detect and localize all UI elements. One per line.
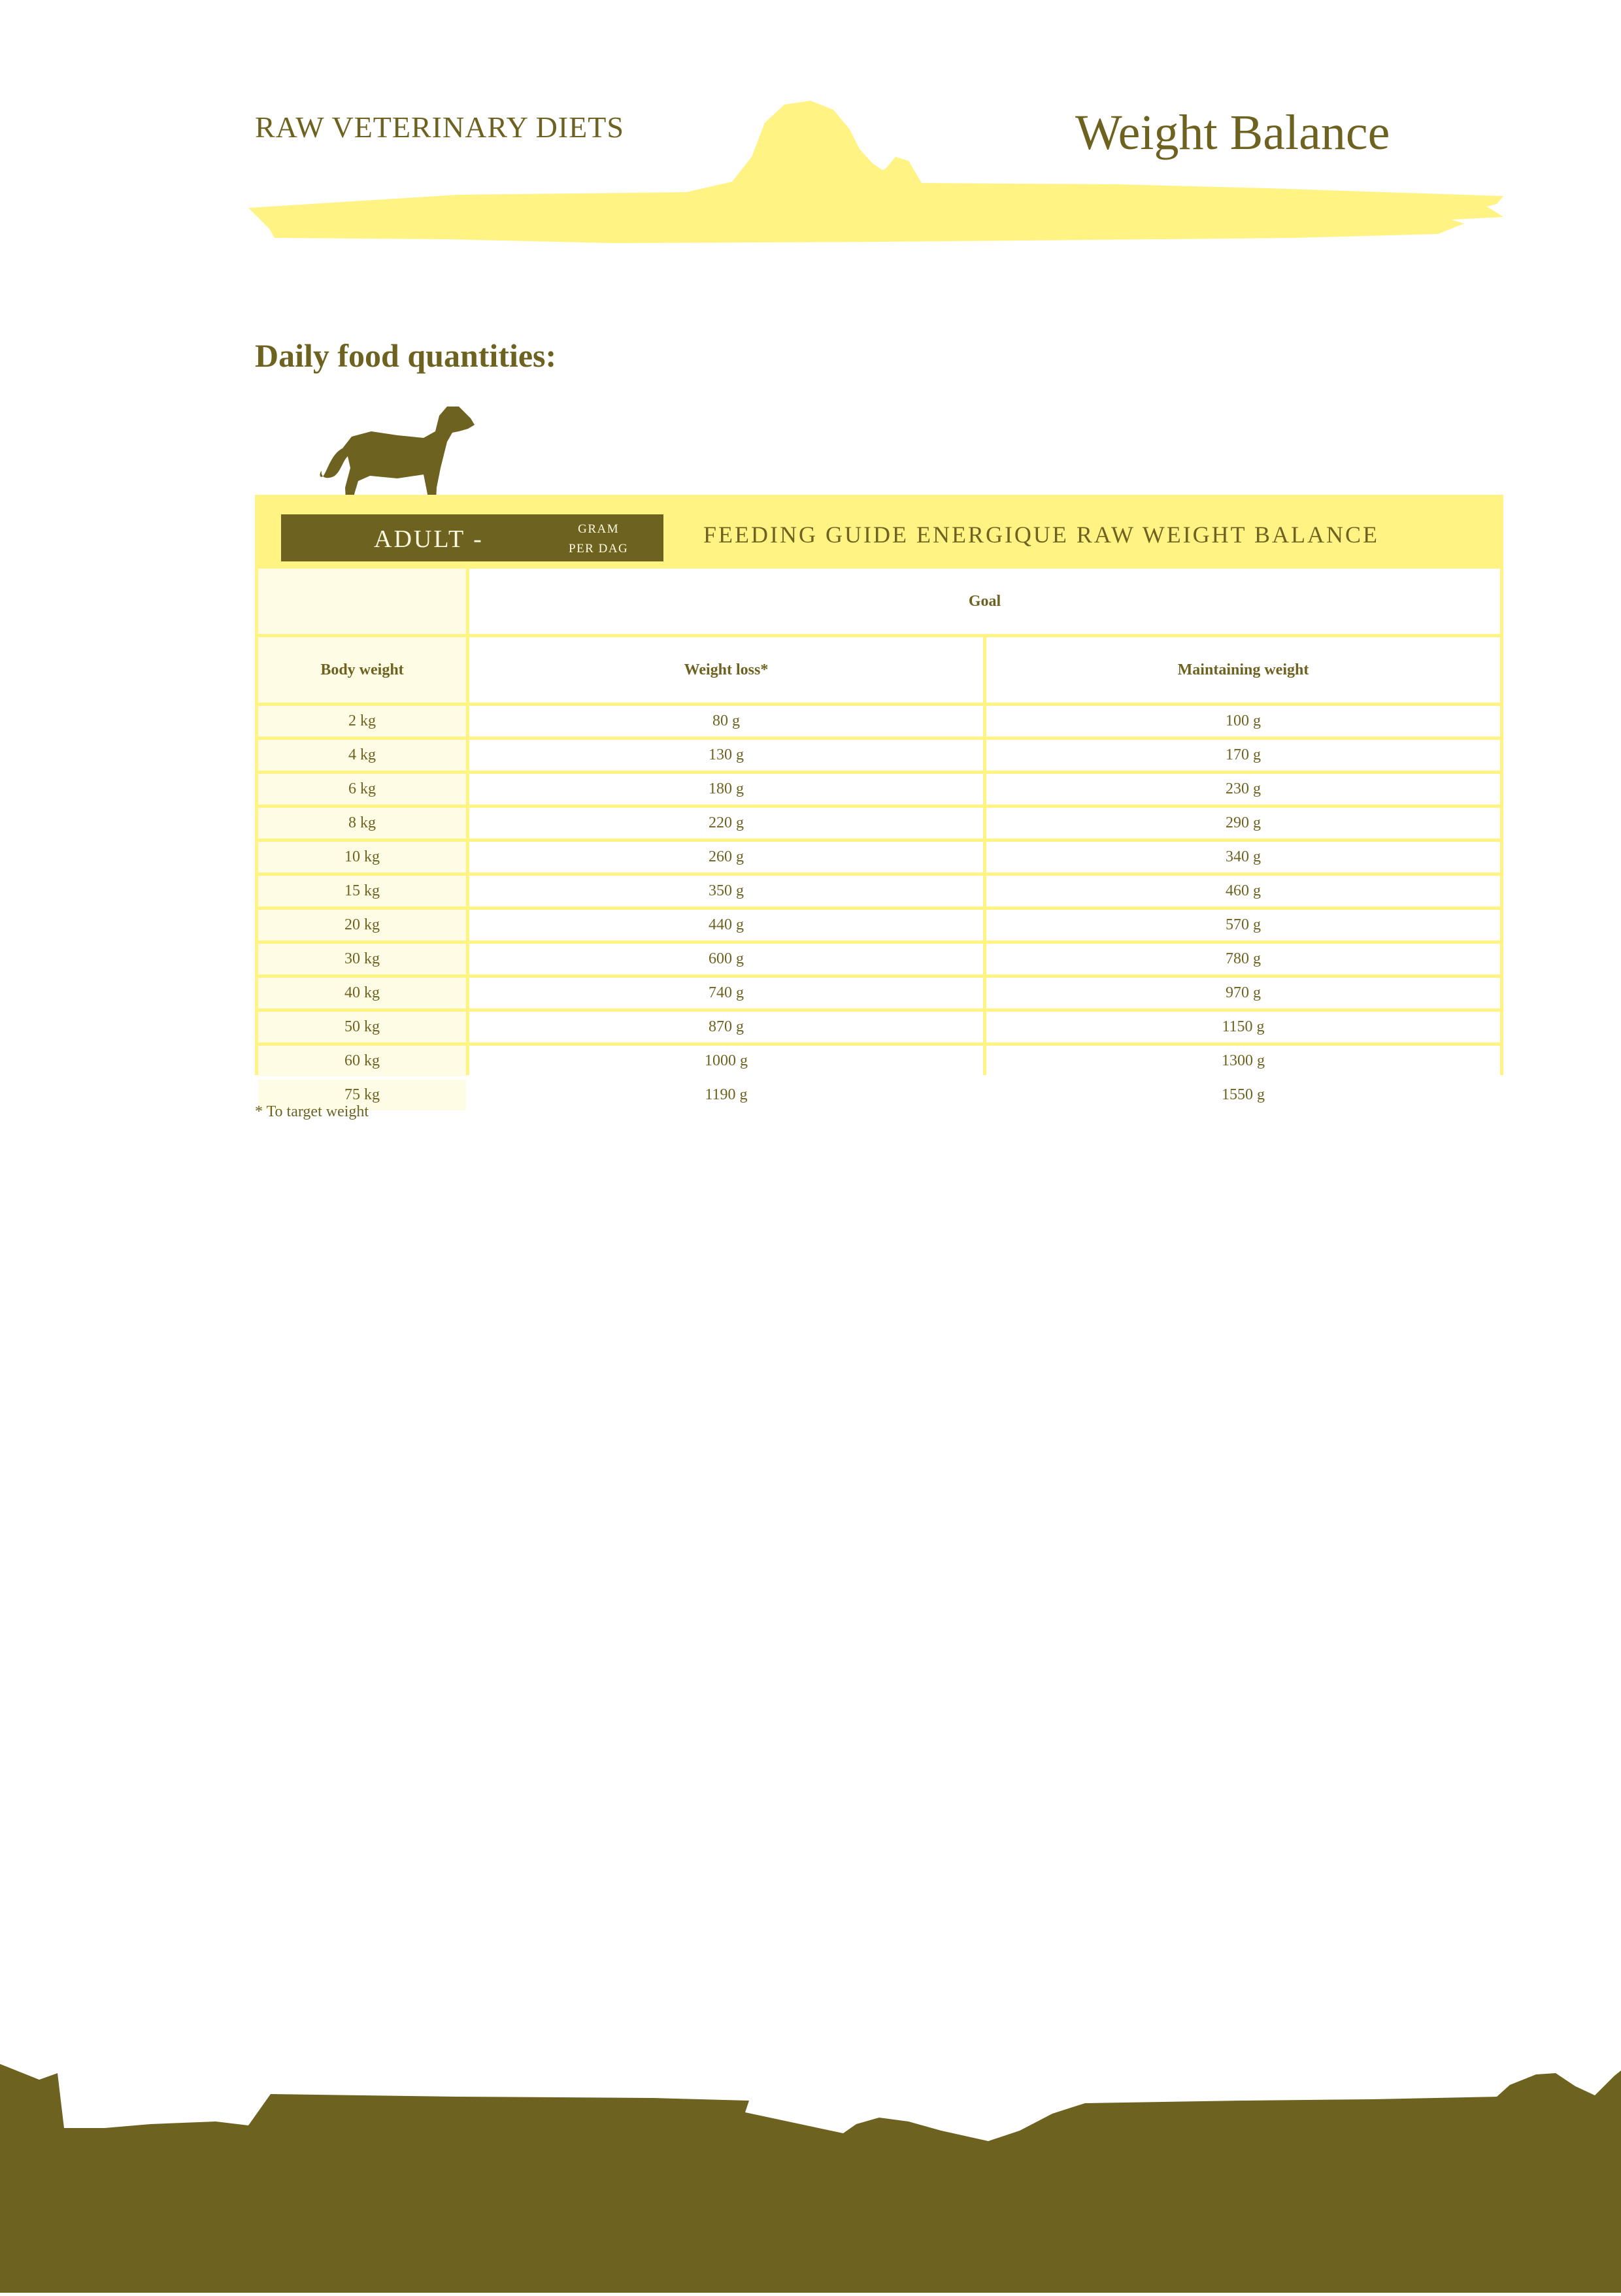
body-weight-cell: 40 kg: [258, 978, 466, 1008]
maintaining-weight-cell: 230 g: [986, 774, 1500, 805]
product-title: Weight Balance: [1075, 105, 1390, 160]
body-weight-cell: 15 kg: [258, 876, 466, 907]
body-weight-cell: 60 kg: [258, 1046, 466, 1076]
maintaining-weight-cell: 1300 g: [986, 1046, 1500, 1076]
body-weight-cell: 20 kg: [258, 910, 466, 940]
maintaining-weight-cell: 340 g: [986, 842, 1500, 873]
maintaining-weight-cell: 780 g: [986, 944, 1500, 974]
weight-loss-cell: 1190 g: [469, 1080, 983, 1110]
weight-loss-cell: 220 g: [469, 808, 983, 839]
footnote: * To target weight: [255, 1103, 369, 1120]
section-heading: Daily food quantities:: [255, 337, 557, 374]
corner-cell: [258, 569, 466, 634]
maintaining-weight-cell: 970 g: [986, 978, 1500, 1008]
body-weight-cell: 50 kg: [258, 1012, 466, 1042]
weight-loss-cell: 350 g: [469, 876, 983, 907]
unit-line-1: GRAM: [578, 522, 620, 536]
body-weight-cell: 2 kg: [258, 706, 466, 737]
maintaining-weight-cell: 290 g: [986, 808, 1500, 839]
weight-loss-cell: 80 g: [469, 706, 983, 737]
maintaining-weight-cell: 1150 g: [986, 1012, 1500, 1042]
weight-loss-cell: 130 g: [469, 740, 983, 771]
goal-header: Goal: [469, 569, 1500, 634]
weight-loss-cell: 1000 g: [469, 1046, 983, 1076]
weight-loss-cell: 740 g: [469, 978, 983, 1008]
body-weight-cell: 10 kg: [258, 842, 466, 873]
maintaining-weight-cell: 460 g: [986, 876, 1500, 907]
column-header-maintaining-weight: Maintaining weight: [986, 637, 1500, 703]
body-weight-cell: 75 kg: [258, 1080, 466, 1110]
brand-name: RAW VETERINARY DIETS: [255, 110, 624, 144]
weight-loss-cell: 870 g: [469, 1012, 983, 1042]
body-weight-cell: 30 kg: [258, 944, 466, 974]
body-weight-cell: 4 kg: [258, 740, 466, 771]
maintaining-weight-cell: 100 g: [986, 706, 1500, 737]
unit-line-2: PER DAG: [569, 542, 629, 556]
weight-loss-cell: 260 g: [469, 842, 983, 873]
weight-loss-cell: 440 g: [469, 910, 983, 940]
maintaining-weight-cell: 570 g: [986, 910, 1500, 940]
weight-loss-cell: 600 g: [469, 944, 983, 974]
maintaining-weight-cell: 170 g: [986, 740, 1500, 771]
weight-loss-cell: 180 g: [469, 774, 983, 805]
unit-label: [569, 520, 628, 559]
feeding-guide-table: [255, 495, 1503, 1103]
maintaining-weight-cell: 1550 g: [986, 1080, 1500, 1110]
body-weight-cell: 8 kg: [258, 808, 466, 839]
column-header-body-weight: Body weight: [258, 637, 466, 703]
body-weight-cell: 6 kg: [258, 774, 466, 805]
column-header-weight-loss: Weight loss*: [469, 637, 983, 703]
adult-badge: [281, 514, 663, 561]
footer-ground-decoration: [0, 2059, 1621, 2296]
badge-label: ADULT -: [374, 525, 484, 553]
guide-title: FEEDING GUIDE ENERGIQUE RAW WEIGHT BALANCE: [703, 522, 1380, 548]
